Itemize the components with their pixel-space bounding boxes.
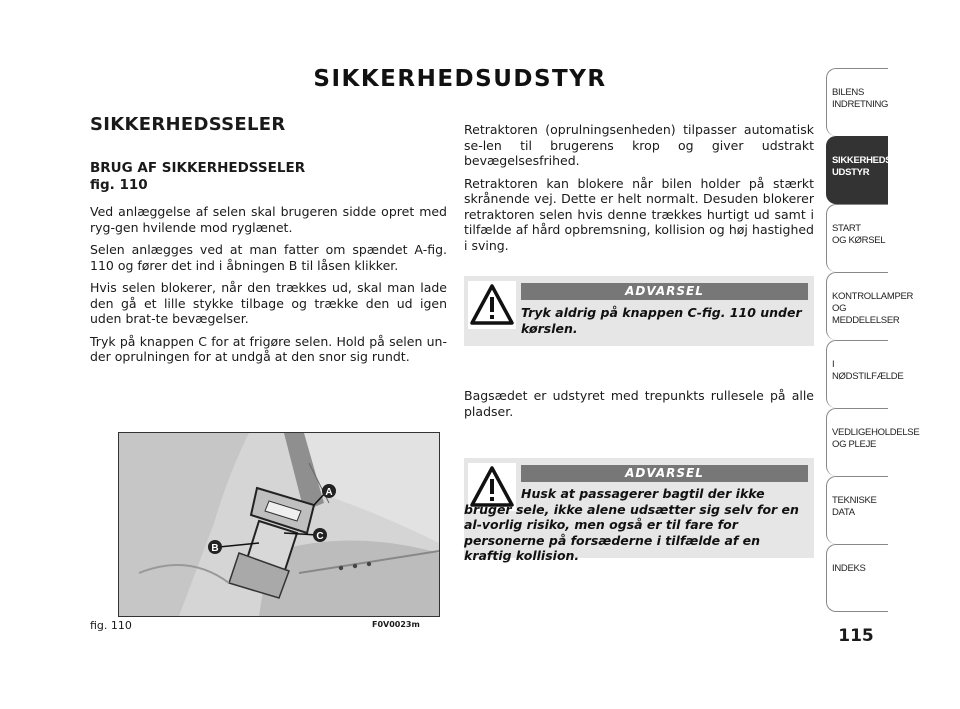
paragraph: Tryk på knappen C for at frigøre selen. Hold på selen un-der oprulningen for at undgå at den snor sig rundt. [90,333,447,364]
page-title: SIKKERHEDSUDSTYR [313,66,607,92]
chapter-tabs [826,68,920,612]
seatbelt-figure [118,432,440,617]
tab-label-line1: TEKNISKE DATA [832,495,877,518]
tab-label-line1: INDEKS [832,563,866,574]
tab-label-line2: OG KØRSEL [832,235,886,246]
subsection-title [90,160,305,194]
tab-vedligeholdelse[interactable] [826,408,920,476]
tab-kontrollamper[interactable] [826,272,914,340]
page-number: 115 [838,626,874,646]
tab-label-line2: OG MEDDELELSER [832,303,900,326]
section-title: SIKKERHEDSSELER [90,114,286,135]
subsection-title-line2: fig. 110 [90,177,148,193]
paragraph: Retraktoren (oprulningsenheden) tilpasser automatisk se-len til brugerens krop og giver udstrakt bevægelsesfrihed. [464,122,814,168]
warning-label: ADVARSEL [521,283,808,300]
tab-start-og-korsel[interactable] [826,204,888,272]
paragraph: Retraktoren kan blokere når bilen holder på stærkt skrånende vej. Dette er helt normalt. Desuden blokerer retraktoren selen hvis denne trækkes hurtigt ud samt i tilfælde af hård opbremsning, kollision og høj hastighed i sving. [464,175,814,253]
tab-label-line1: I NØDSTILFÆLDE [832,359,904,382]
tab-label-line1: START [832,223,861,234]
subsection-title-line1: BRUG AF SIKKERHEDSSELER [90,160,306,176]
rear-seat-paragraph: Bagsædet er udstyret med trepunkts rullesele på alle pladser. [464,388,814,419]
figure-code: F0V0023m [372,620,420,629]
seatbelt-illustration [119,433,439,616]
left-column-text [90,204,447,372]
tab-label-line1: KONTROLLAMPER [832,291,914,302]
warning-triangle-icon [468,281,516,329]
paragraph: Hvis selen blokerer, når den trækkes ud, skal man lade den gå et lille stykke tilbage og trække den ud igen uden brat-te bevægelser. [90,280,447,326]
warning-label: ADVARSEL [521,465,808,482]
marker-b: B [211,543,219,554]
tab-label-line1: SIKKERHEDS- [832,155,895,166]
tab-sikkerhedsudstyr[interactable] [826,136,895,204]
warning-text: Tryk aldrig på knappen C-fig. 110 under kørslen. [521,305,802,336]
paragraph: Ved anlæggelse af selen skal brugeren sidde opret med ryg-gen hvilende mod ryglænet. [90,204,447,235]
warning-box [464,276,814,346]
paragraph: Selen anlægges ved at man fatter om spændet A-fig. 110 og fører det ind i åbningen B til låsen klikker. [90,242,447,273]
figure-caption: fig. 110 [90,619,132,632]
tab-tekniske-data[interactable] [826,476,888,544]
warning-box [464,458,814,563]
tab-label-line1: BILENS [832,87,864,98]
tab-label-line1: VEDLIGEHOLDELSE [832,427,920,438]
tab-i-nodstilfaelde[interactable] [826,340,904,408]
tab-label-line2: UDSTYR [832,167,870,178]
warning-text: Husk at passagerer bagtil der ikke bruger sele, ikke alene udsætter sig selv for en al-vorlig risiko, men også er til fare for personerne på forsæderne i tilfælde af en kraftig kollision. [464,486,799,563]
tab-label-line2: OG PLEJE [832,439,877,450]
tab-label-line2: INDRETNING [832,99,889,110]
tab-bilens-indretning[interactable] [826,68,888,136]
right-column-text [464,122,814,260]
marker-a: A [325,487,333,498]
marker-c: C [316,531,324,542]
tab-indeks[interactable] [826,544,888,612]
